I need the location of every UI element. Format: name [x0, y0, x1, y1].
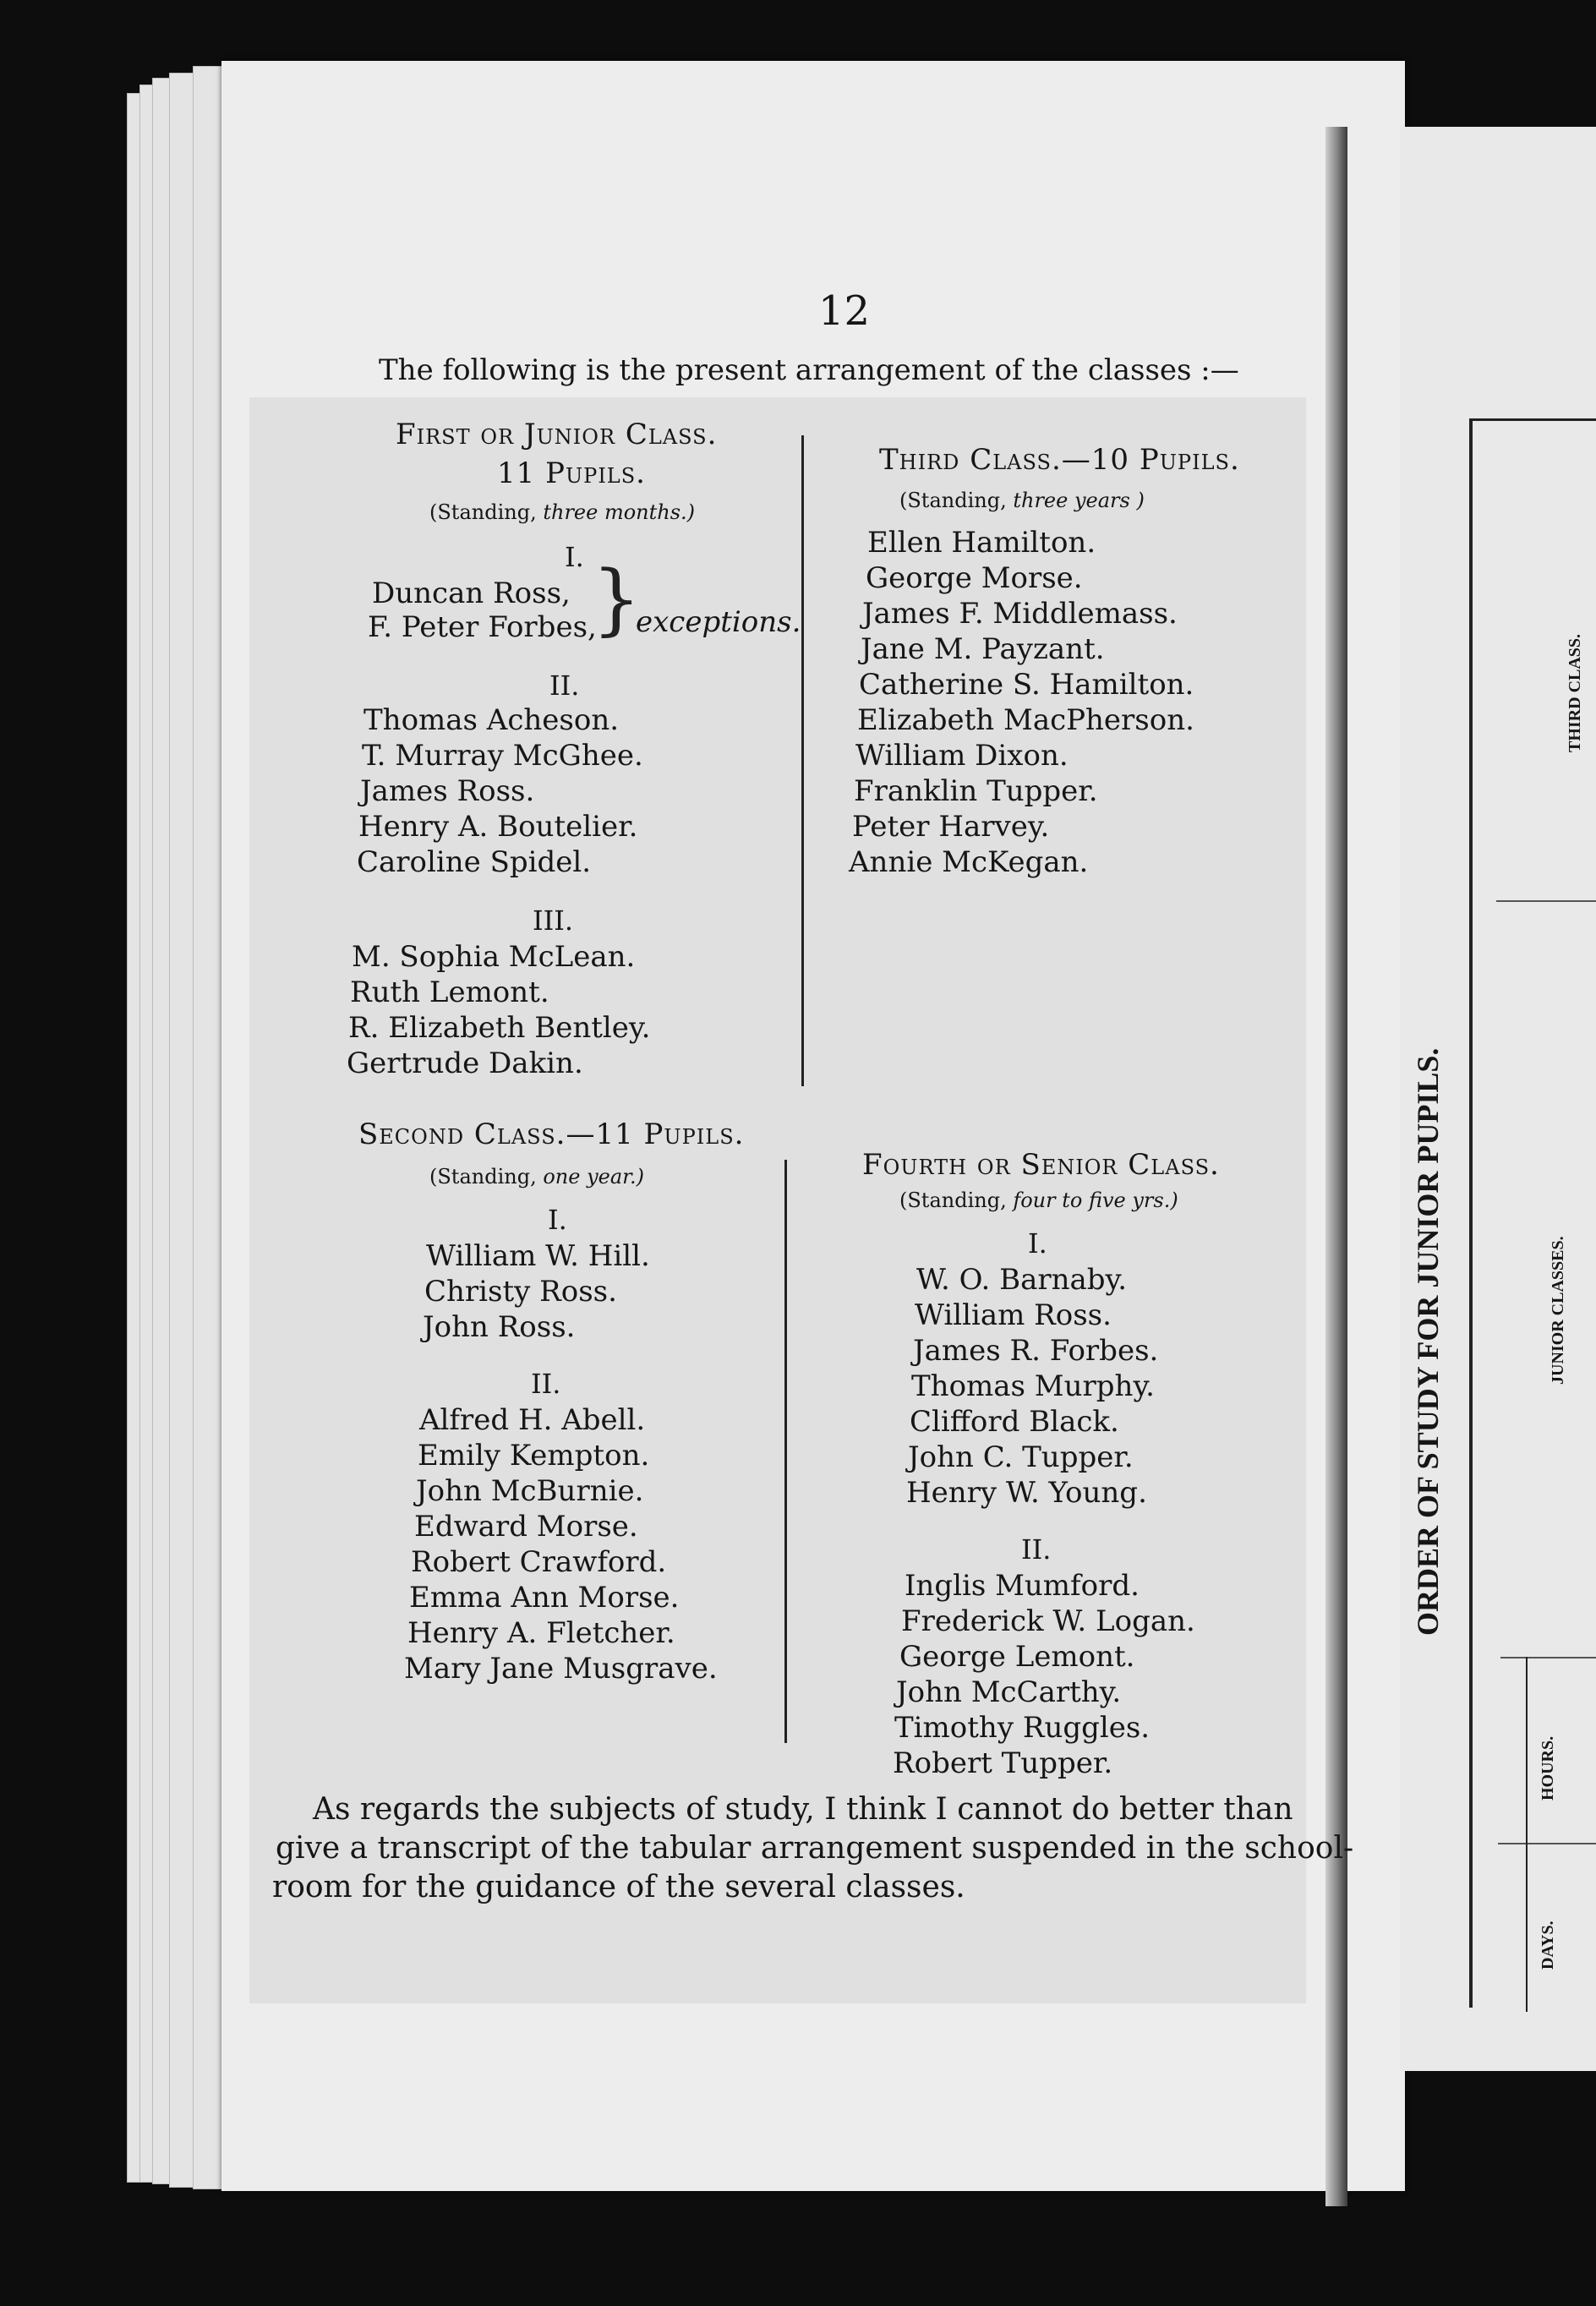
standing-label: (Standing, — [899, 489, 1007, 512]
third-class-heading: Third Class.—10 Pupils. — [879, 443, 1240, 477]
student-name: Thomas Murphy. — [911, 1369, 1155, 1403]
third-class-label: THIRD CLASS. — [1566, 633, 1584, 752]
student-name: Duncan Ross, — [372, 576, 571, 610]
standing-duration: three months.) — [543, 500, 696, 524]
student-name: Robert Crawford. — [411, 1545, 667, 1579]
table-border — [1469, 418, 1473, 2008]
student-name: Robert Tupper. — [893, 1746, 1113, 1780]
paragraph-line: As regards the subjects of study, I think I cannot do better than — [313, 1792, 1293, 1827]
hours-label: HOURS. — [1539, 1735, 1557, 1801]
student-name: Henry A. Fletcher. — [407, 1616, 675, 1650]
book-gutter — [1325, 127, 1347, 2206]
days-label: DAYS. — [1539, 1921, 1557, 1970]
student-name: John C. Tupper. — [908, 1440, 1134, 1474]
student-name: R. Elizabeth Bentley. — [348, 1011, 651, 1045]
student-name: William Ross. — [915, 1298, 1112, 1332]
student-name: Annie McKegan. — [849, 845, 1089, 879]
student-name: F. Peter Forbes, — [368, 610, 597, 644]
student-name: Emma Ann Morse. — [409, 1581, 680, 1615]
student-name: John McCarthy. — [896, 1675, 1122, 1709]
group-number: II. — [1021, 1533, 1052, 1566]
student-name: James R. Forbes. — [913, 1334, 1159, 1368]
fourth-class-standing — [899, 1189, 1178, 1212]
student-name: T. Murray McGhee. — [362, 739, 643, 773]
table-rule — [1526, 1657, 1528, 2012]
student-name: Christy Ross. — [424, 1275, 617, 1309]
student-name: Jane M. Payzant. — [861, 632, 1105, 666]
student-name: Frederick W. Logan. — [901, 1604, 1195, 1638]
standing-label: (Standing, — [429, 500, 537, 524]
student-name: William Dixon. — [855, 739, 1069, 773]
student-name: Ellen Hamilton. — [867, 526, 1096, 560]
exceptions-note: exceptions. — [636, 605, 801, 639]
paragraph-line: room for the guidance of the several classes. — [272, 1870, 965, 1904]
junior-classes-label: JUNIOR CLASSES. — [1549, 1236, 1567, 1385]
intro-line: The following is the present arrangement of the classes :— — [379, 353, 1239, 387]
brace: } — [592, 554, 642, 644]
student-name: George Morse. — [866, 561, 1083, 595]
table-rule — [1498, 1843, 1596, 1844]
first-class-heading: First or Junior Class. — [396, 418, 718, 451]
group-number: III. — [533, 904, 574, 937]
standing-duration: one year.) — [543, 1165, 644, 1189]
first-class-standing — [429, 500, 695, 524]
column-divider — [801, 435, 804, 1086]
student-name: Henry A. Boutelier. — [358, 810, 638, 844]
student-name: Franklin Tupper. — [854, 774, 1098, 808]
student-name: Elizabeth MacPherson. — [857, 703, 1194, 737]
group-number: I. — [548, 1204, 567, 1236]
column-divider — [784, 1160, 787, 1743]
student-name: William W. Hill. — [426, 1239, 650, 1273]
standing-duration: four to five yrs.) — [1013, 1189, 1178, 1212]
page-number: 12 — [818, 287, 871, 335]
table-rule — [1500, 1657, 1596, 1658]
student-name: Mary Jane Musgrave. — [404, 1652, 718, 1686]
group-number: I. — [1028, 1227, 1047, 1260]
student-name: John Ross. — [423, 1310, 576, 1344]
student-name: James F. Middlemass. — [862, 597, 1178, 631]
student-name: Caroline Spidel. — [357, 845, 592, 879]
student-name: Catherine S. Hamilton. — [859, 668, 1194, 702]
student-name: Gertrude Dakin. — [347, 1046, 583, 1080]
second-class-heading: Second Class.—11 Pupils. — [358, 1117, 745, 1151]
group-number: I. — [565, 541, 584, 573]
student-name: John McBurnie. — [416, 1474, 644, 1508]
student-name: Timothy Ruggles. — [894, 1711, 1151, 1745]
student-name: Alfred H. Abell. — [419, 1403, 646, 1437]
standing-label: (Standing, — [429, 1165, 537, 1189]
table-rule — [1496, 900, 1596, 902]
order-of-study-title: ORDER OF STUDY FOR JUNIOR PUPILS. — [1411, 1047, 1445, 1636]
fourth-class-heading: Fourth or Senior Class. — [862, 1148, 1220, 1182]
standing-label: (Standing, — [899, 1189, 1007, 1212]
student-name: W. O. Barnaby. — [916, 1263, 1128, 1297]
student-name: Thomas Acheson. — [363, 703, 620, 737]
student-name: James Ross. — [360, 774, 535, 808]
second-class-standing — [429, 1165, 644, 1189]
student-name: Emily Kempton. — [418, 1439, 650, 1473]
student-name: Ruth Lemont. — [350, 975, 549, 1009]
student-name: George Lemont. — [899, 1640, 1135, 1674]
paragraph-line: give a transcript of the tabular arrangement suspended in the school- — [276, 1831, 1354, 1866]
student-name: Henry W. Young. — [906, 1476, 1147, 1510]
first-class-pupils: 11 Pupils. — [497, 456, 646, 490]
student-name: Edward Morse. — [414, 1510, 638, 1544]
standing-duration: three years ) — [1013, 489, 1145, 512]
student-name: Peter Harvey. — [852, 810, 1050, 844]
student-name: Inglis Mumford. — [905, 1569, 1140, 1603]
third-class-standing — [899, 489, 1145, 512]
table-border — [1469, 418, 1596, 421]
group-number: II. — [549, 669, 580, 702]
student-name: M. Sophia McLean. — [352, 940, 636, 974]
student-name: Clifford Black. — [910, 1405, 1119, 1439]
group-number: II. — [531, 1368, 561, 1400]
